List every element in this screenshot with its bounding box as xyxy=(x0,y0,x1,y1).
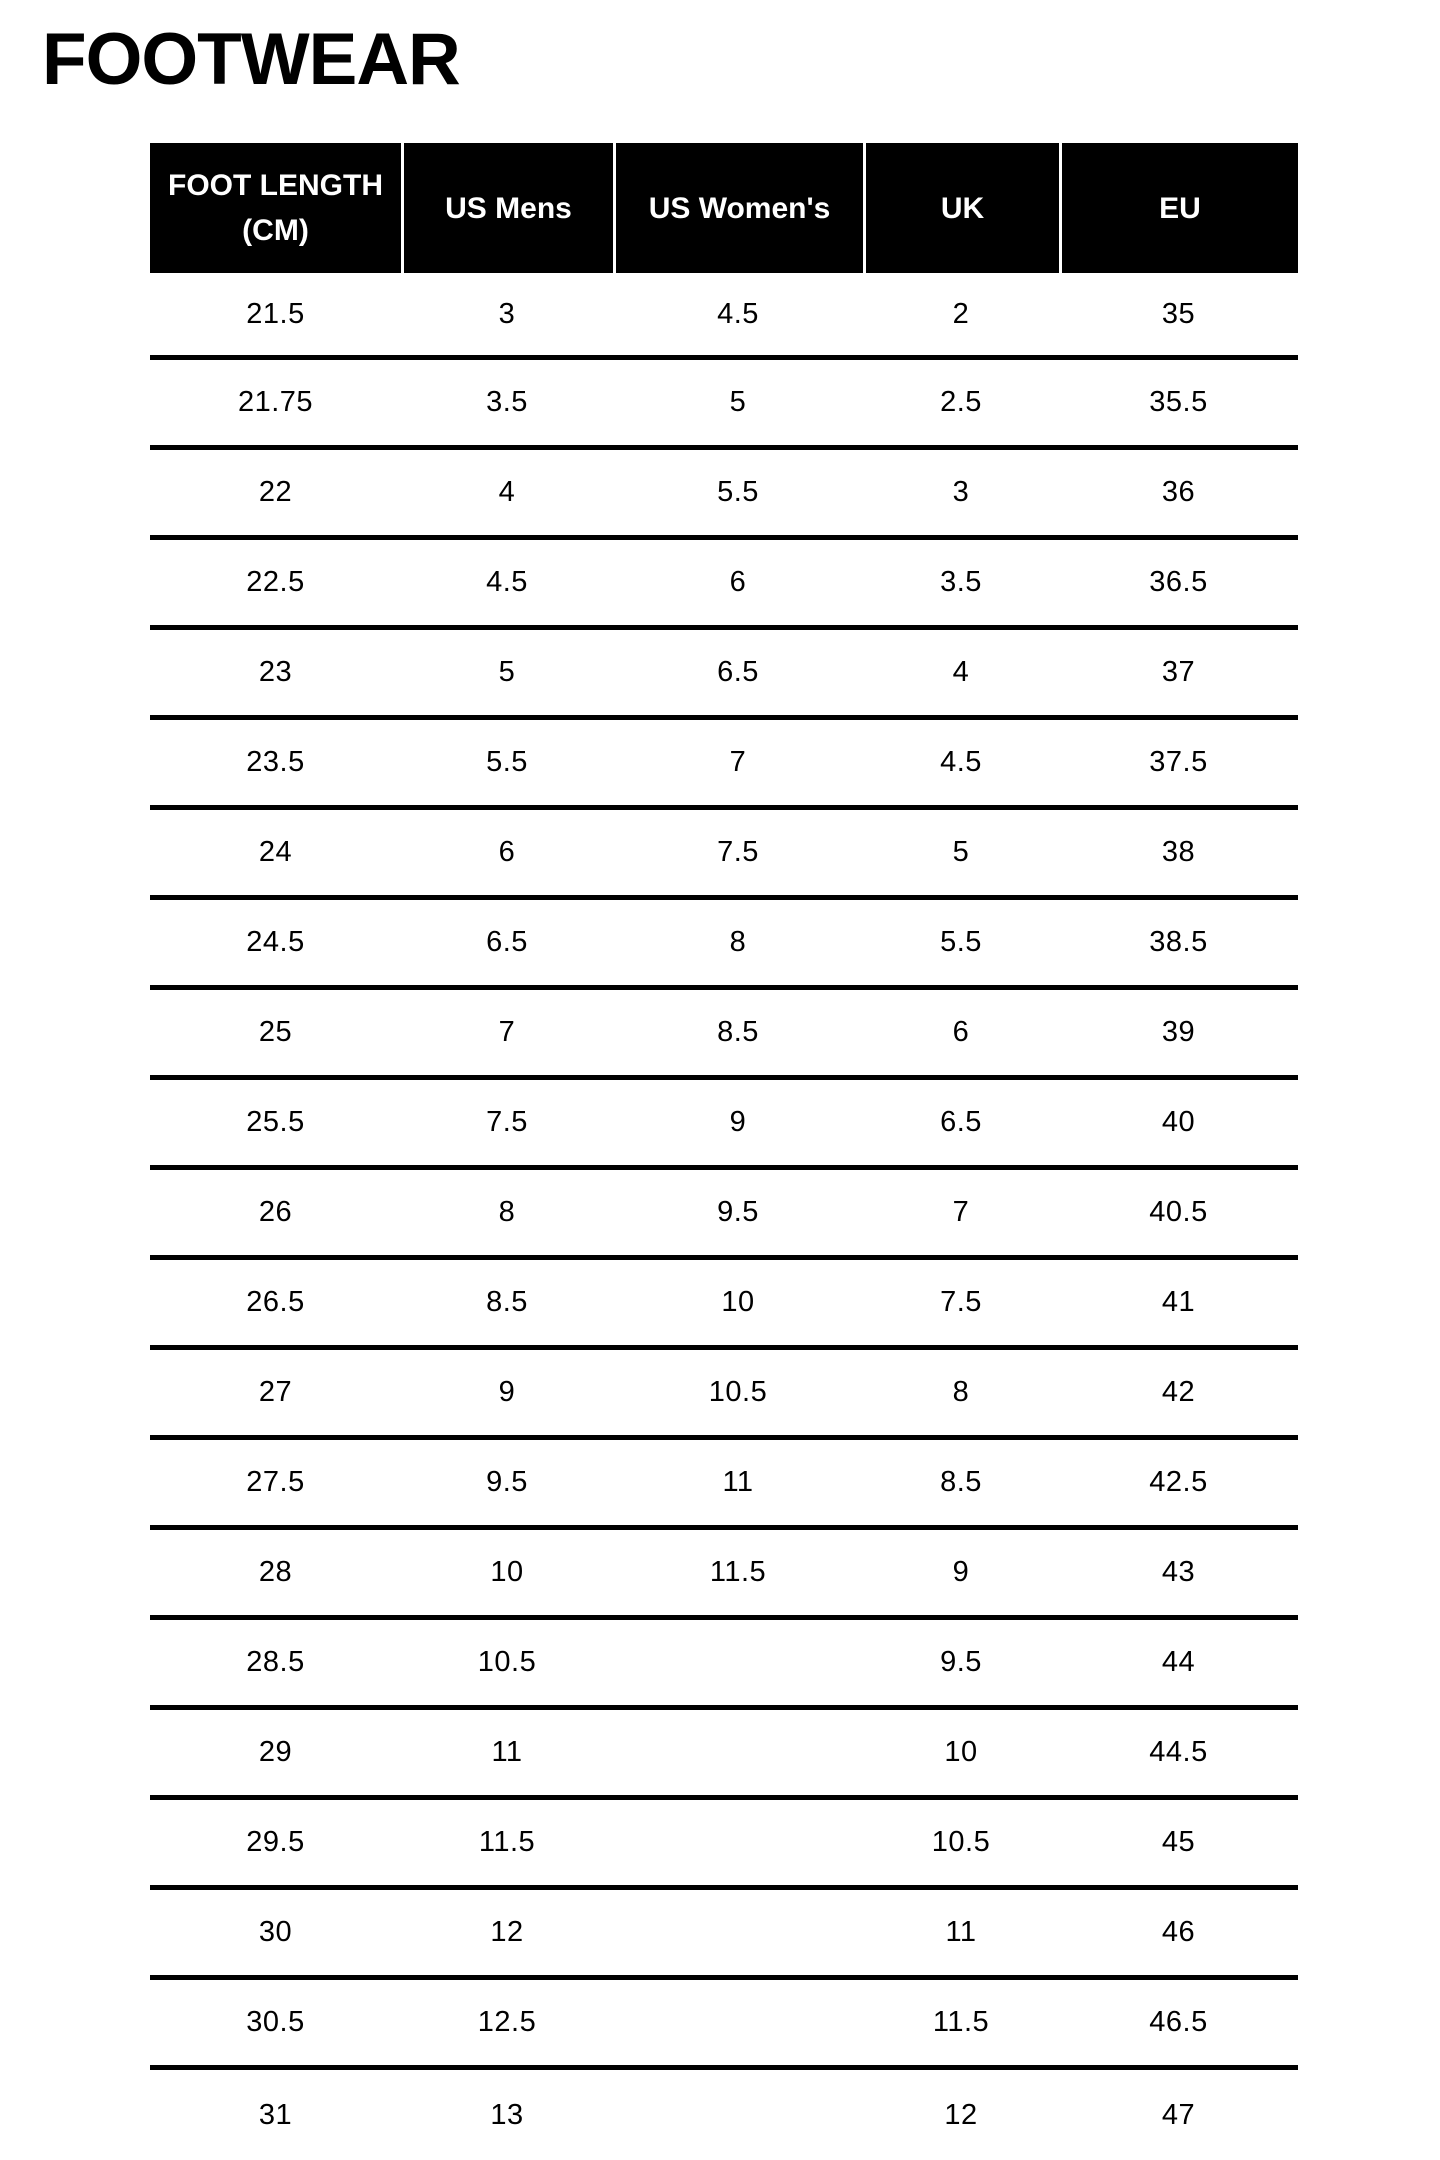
table-cell: 9.5 xyxy=(717,1196,759,1228)
table-row xyxy=(150,1710,1298,1800)
table-cell: 5 xyxy=(952,836,970,868)
table-cell: 4.5 xyxy=(940,746,982,778)
table-row xyxy=(150,2070,1298,2160)
table-cell: 5.5 xyxy=(486,746,528,778)
table-cell: 38.5 xyxy=(1149,926,1208,958)
table-header-row xyxy=(150,143,1298,273)
table-cell: 8 xyxy=(729,926,747,958)
table-row xyxy=(150,360,1298,450)
table-cell: 26 xyxy=(258,1196,293,1228)
table-cell: 6 xyxy=(498,836,516,868)
table-cell: 35.5 xyxy=(1149,386,1208,418)
table-cell: 40.5 xyxy=(1149,1196,1208,1228)
table-row xyxy=(150,1530,1298,1620)
table-cell: 8 xyxy=(952,1376,970,1408)
table-cell: 37 xyxy=(1161,656,1196,688)
table-cell: 39 xyxy=(1161,1016,1196,1048)
table-cell: 24 xyxy=(258,836,293,868)
table-cell: 4 xyxy=(952,656,970,688)
table-cell: 9 xyxy=(952,1556,970,1588)
column-header-eu: EU xyxy=(1059,143,1298,273)
table-row xyxy=(150,1080,1298,1170)
table-cell: 29 xyxy=(258,1736,293,1768)
table-cell: 6 xyxy=(729,566,747,598)
table-cell: 24.5 xyxy=(246,926,305,958)
table-cell: 36 xyxy=(1161,476,1196,508)
column-header-us-women-s: US Women's xyxy=(613,143,863,273)
table-cell: 30.5 xyxy=(246,2006,305,2038)
table-cell: 3 xyxy=(952,476,970,508)
table-cell: 21.5 xyxy=(246,297,305,330)
table-row xyxy=(150,540,1298,630)
table-row xyxy=(150,1170,1298,1260)
table-cell: 8.5 xyxy=(717,1016,759,1048)
table-cell: 2.5 xyxy=(940,386,982,418)
table-cell: 44.5 xyxy=(1149,1736,1208,1768)
table-cell: 7.5 xyxy=(717,836,759,868)
table-row xyxy=(150,990,1298,1080)
table-cell: 3.5 xyxy=(940,566,982,598)
table-cell: 22.5 xyxy=(246,566,305,598)
table-cell: 7 xyxy=(498,1016,516,1048)
table-cell: 41 xyxy=(1161,1286,1196,1318)
table-cell: 6.5 xyxy=(717,656,759,688)
table-cell: 8.5 xyxy=(486,1286,528,1318)
table-cell: 9.5 xyxy=(940,1646,982,1678)
table-cell: 6.5 xyxy=(486,926,528,958)
table-row xyxy=(150,630,1298,720)
table-cell: 10 xyxy=(490,1556,524,1588)
table-cell: 31 xyxy=(258,2098,293,2131)
table-row xyxy=(150,720,1298,810)
table-cell: 46 xyxy=(1161,1916,1196,1948)
table-cell: 12 xyxy=(944,2098,978,2131)
table-cell: 25.5 xyxy=(246,1106,305,1138)
table-cell: 5.5 xyxy=(717,476,759,508)
table-cell: 11 xyxy=(945,1916,977,1948)
table-row xyxy=(150,273,1298,360)
table-cell: 2 xyxy=(952,297,970,330)
table-cell: 10 xyxy=(944,1736,978,1768)
table-cell: 12 xyxy=(490,1916,524,1948)
table-cell: 9 xyxy=(729,1106,747,1138)
table-row xyxy=(150,1440,1298,1530)
table-cell: 42.5 xyxy=(1149,1466,1208,1498)
table-cell: 9.5 xyxy=(486,1466,528,1498)
table-body xyxy=(150,273,1298,2160)
table-cell: 29.5 xyxy=(246,1826,305,1858)
column-header-us-mens: US Mens xyxy=(401,143,613,273)
table-cell: 3 xyxy=(498,297,516,330)
table-cell: 3.5 xyxy=(486,386,528,418)
table-cell: 7.5 xyxy=(940,1286,982,1318)
table-cell: 47 xyxy=(1161,2098,1196,2131)
table-row xyxy=(150,810,1298,900)
table-cell: 28.5 xyxy=(246,1646,305,1678)
table-cell: 36.5 xyxy=(1149,566,1208,598)
table-cell: 43 xyxy=(1161,1556,1196,1588)
table-row xyxy=(150,1800,1298,1890)
table-cell: 7 xyxy=(729,746,747,778)
table-cell: 46.5 xyxy=(1149,2006,1208,2038)
table-cell: 11.5 xyxy=(709,1556,767,1588)
table-cell: 30 xyxy=(258,1916,293,1948)
table-cell: 23.5 xyxy=(246,746,305,778)
table-row xyxy=(150,450,1298,540)
table-cell: 22 xyxy=(258,476,293,508)
table-cell: 9 xyxy=(498,1376,516,1408)
table-cell: 6.5 xyxy=(940,1106,982,1138)
table-cell: 35 xyxy=(1161,297,1196,330)
table-cell: 27 xyxy=(258,1376,293,1408)
table-cell: 4.5 xyxy=(486,566,528,598)
table-cell: 8.5 xyxy=(940,1466,982,1498)
table-cell: 21.75 xyxy=(237,386,314,418)
table-cell: 10.5 xyxy=(708,1376,768,1408)
table-cell: 5.5 xyxy=(940,926,982,958)
table-cell: 12.5 xyxy=(477,2006,537,2038)
table-cell: 44 xyxy=(1161,1646,1196,1678)
table-cell: 5 xyxy=(729,386,747,418)
table-cell: 11 xyxy=(491,1736,523,1768)
column-header-foot-length-cm: FOOT LENGTH (CM) xyxy=(168,169,383,247)
table-row xyxy=(150,1350,1298,1440)
table-cell: 13 xyxy=(490,2098,524,2131)
table-cell: 6 xyxy=(952,1016,970,1048)
table-cell: 4 xyxy=(498,476,516,508)
table-row xyxy=(150,1260,1298,1350)
table-cell: 42 xyxy=(1161,1376,1196,1408)
table-cell: 40 xyxy=(1161,1106,1196,1138)
table-cell: 10.5 xyxy=(477,1646,537,1678)
table-row xyxy=(150,1890,1298,1980)
table-cell: 23 xyxy=(258,656,293,688)
table-cell: 10.5 xyxy=(931,1826,991,1858)
table-cell: 37.5 xyxy=(1149,746,1208,778)
table-cell: 10 xyxy=(721,1286,755,1318)
table-cell: 45 xyxy=(1161,1826,1196,1858)
table-cell: 11.5 xyxy=(932,2006,990,2038)
table-cell: 7.5 xyxy=(486,1106,528,1138)
table-cell: 11 xyxy=(722,1466,754,1498)
table-cell: 25 xyxy=(258,1016,293,1048)
table-cell: 8 xyxy=(498,1196,516,1228)
table-row xyxy=(150,1620,1298,1710)
table-cell: 26.5 xyxy=(246,1286,305,1318)
table-cell: 28 xyxy=(258,1556,293,1588)
footwear-size-table xyxy=(150,143,1298,2160)
table-cell: 5 xyxy=(498,656,516,688)
table-cell: 38 xyxy=(1161,836,1196,868)
table-cell: 4.5 xyxy=(717,297,759,330)
column-header-uk: UK xyxy=(863,143,1059,273)
table-cell: 7 xyxy=(952,1196,970,1228)
page-title: FOOTWEAR xyxy=(42,19,460,100)
table-cell: 11.5 xyxy=(478,1826,536,1858)
table-cell: 27.5 xyxy=(246,1466,305,1498)
table-row xyxy=(150,900,1298,990)
table-row xyxy=(150,1980,1298,2070)
